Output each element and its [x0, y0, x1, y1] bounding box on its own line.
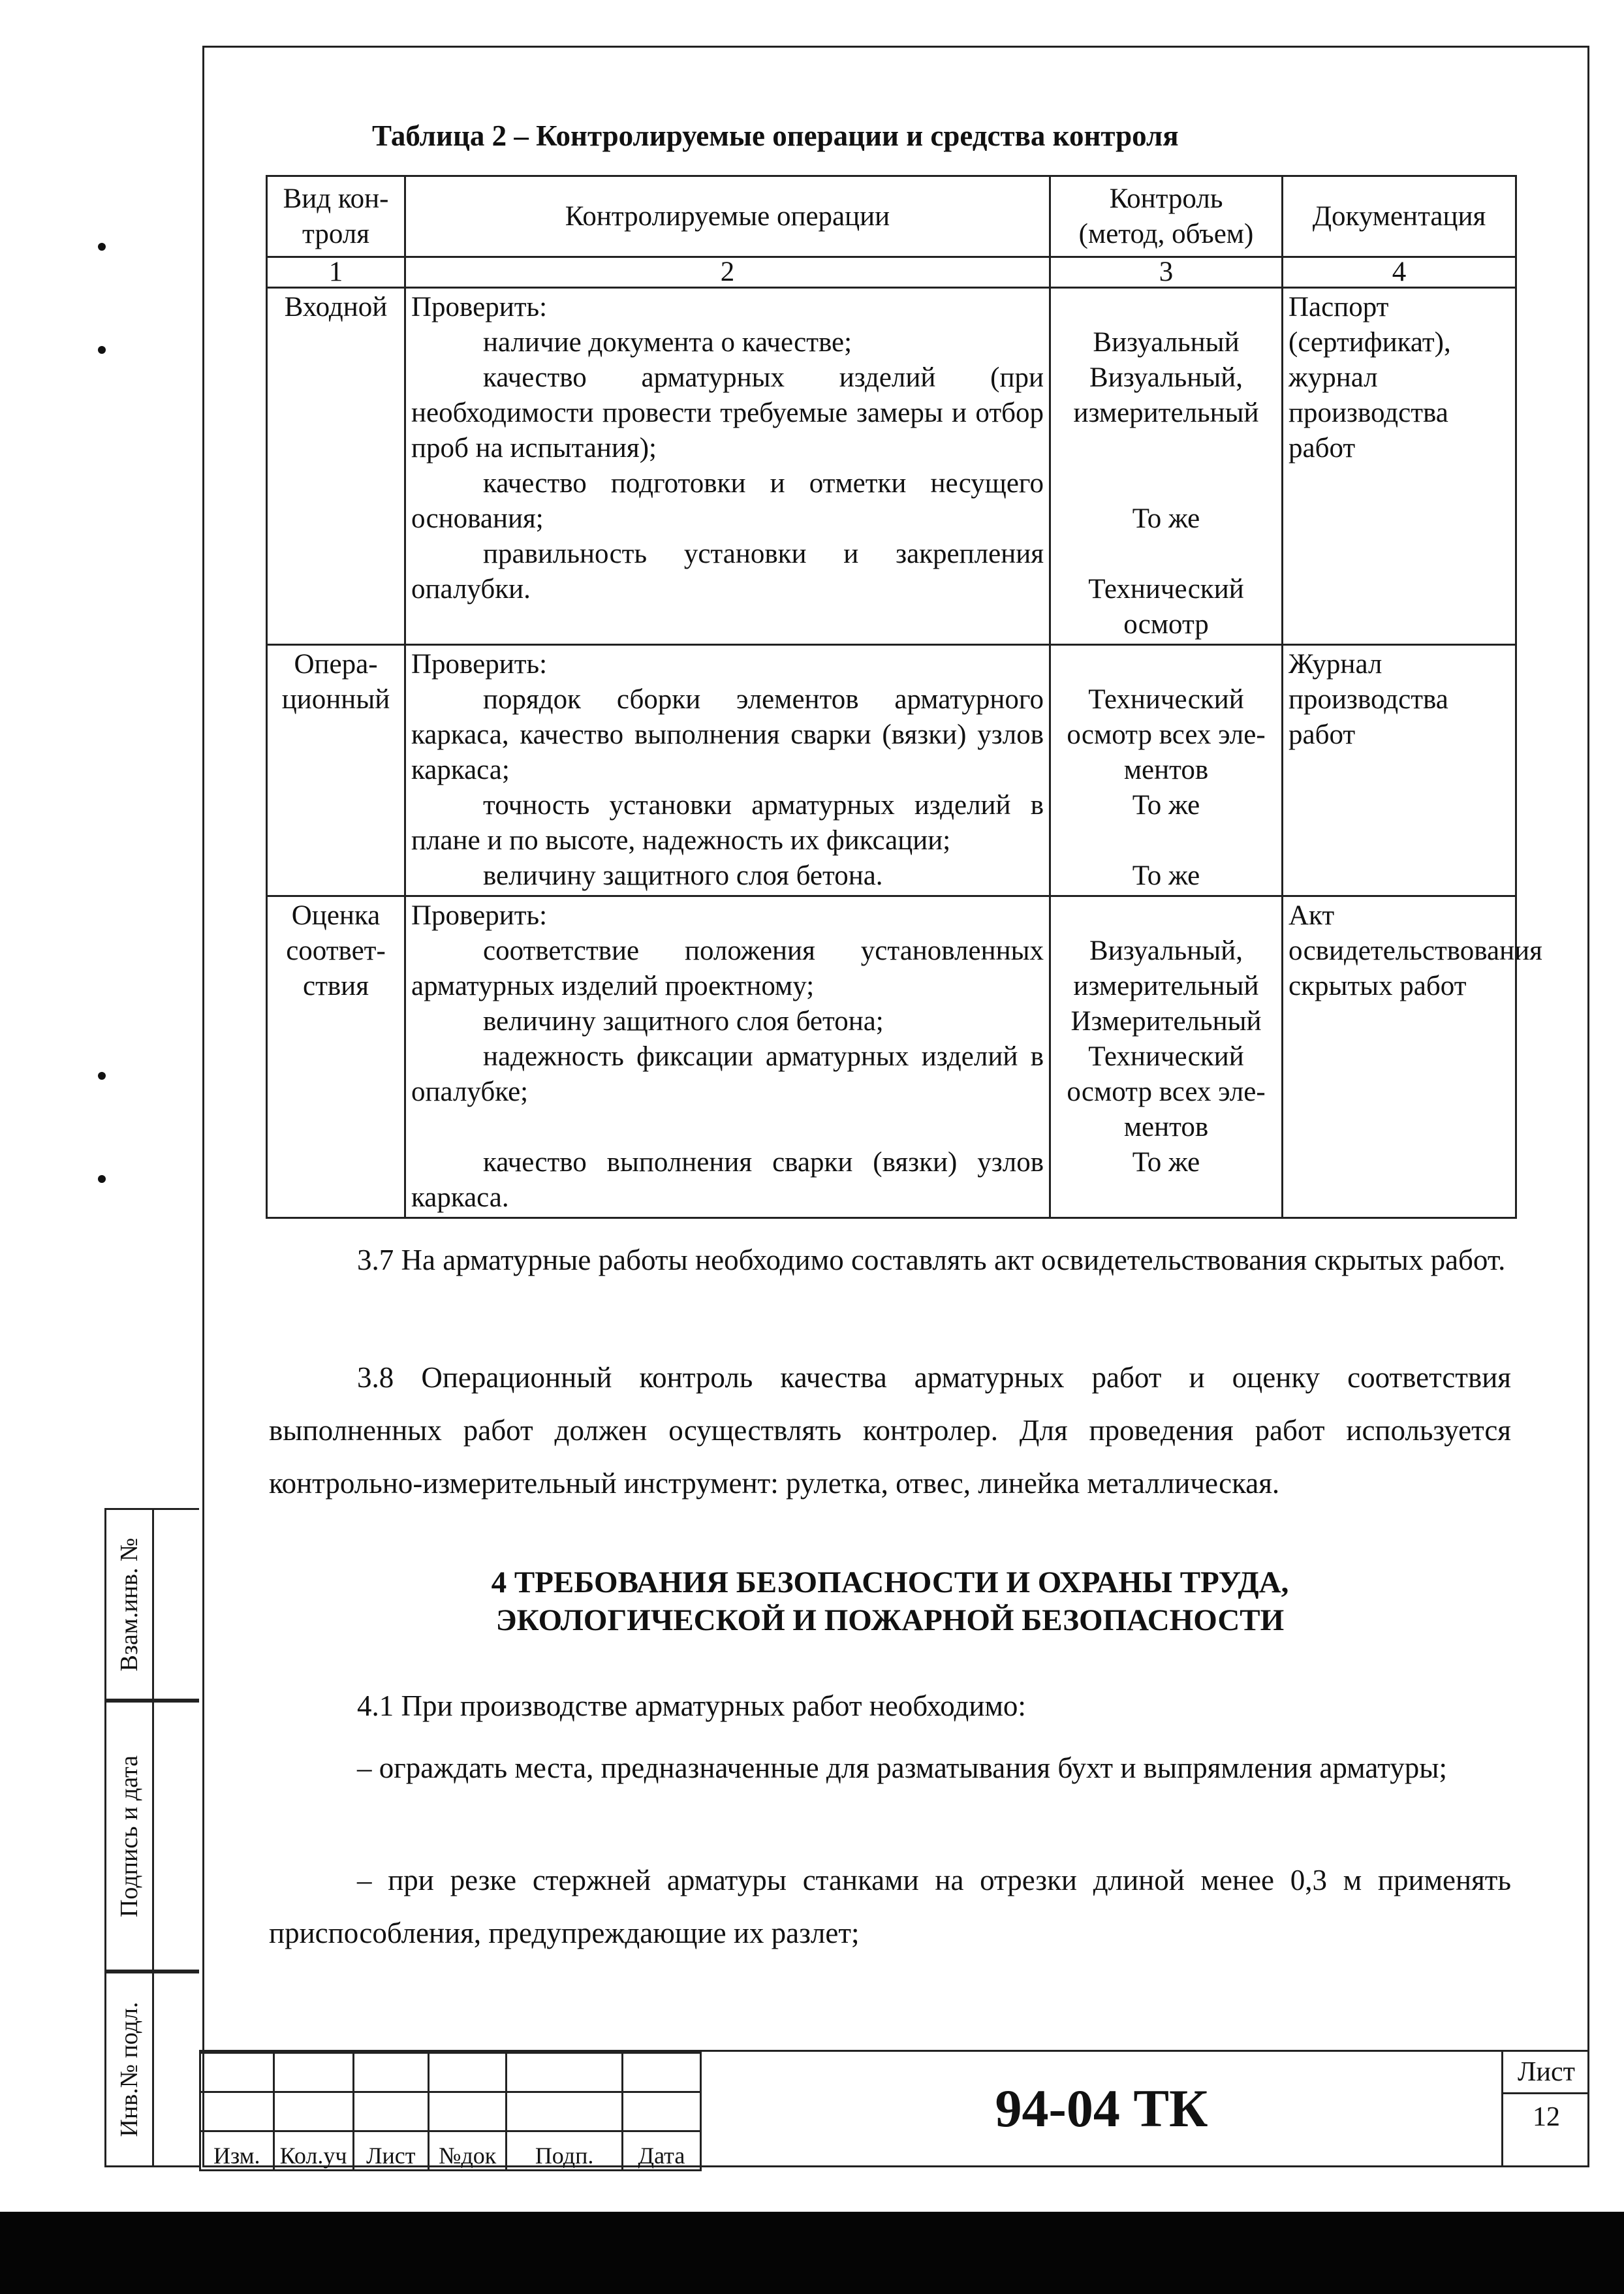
document-code: 94-04 ТК	[995, 2079, 1208, 2138]
table-caption: Таблица 2 – Контролируемые операции и средства контроля	[372, 119, 1179, 152]
operation-item: порядок сборки элементов арматурного каркаса, качество выполнения сварки (вязки) узлов каркаса;	[411, 684, 1044, 785]
list-item: – при резке стержней арматуры станками на отрезки длиной менее 0,3 м применять приспособления, предупреждающие их разлет;	[269, 1864, 1511, 1949]
method-cell: Визуальный Визуальный, измерительный То же Технический осмотр	[1050, 288, 1283, 645]
kind-cell: Оценка соответ- ствия	[267, 896, 405, 1218]
operations-cell: Проверить: порядок сборки элементов арматурного каркаса, качество выполнения сварки (вязки) узлов каркаса; точность установки арматурных изделий в плане и по высоте, надежность их фиксации; величину защитного слоя бетона.	[405, 645, 1050, 896]
side-field-inventory	[104, 1972, 199, 2167]
operation-item: соответствие положения установленных арматурных изделий проектному;	[411, 935, 1044, 1001]
table-row-incoming	[267, 288, 1516, 645]
scan-mark	[98, 243, 106, 251]
side-label-inventory: Инв.№ подл.	[116, 2002, 143, 2137]
sheet-box	[1501, 2052, 1589, 2167]
table-header-row	[267, 176, 1516, 257]
section-heading: 4 ТРЕБОВАНИЯ БЕЗОПАСНОСТИ И ОХРАНЫ ТРУДА, ЭКОЛОГИЧЕСКОЙ И ПОЖАРНОЙ БЕЗОПАСНОСТИ	[491, 1565, 1289, 1637]
documentation-cell: Акт освидетельствования скрытых работ	[1283, 896, 1516, 1218]
column-number: 3	[1050, 257, 1283, 288]
documentation-cell: Журнал производства работ	[1283, 645, 1516, 896]
kind-cell: Входной	[267, 288, 405, 645]
header-kind: Вид кон- троля	[267, 176, 405, 257]
operation-item: точность установки арматурных изделий в плане и по высоте, надежность их фиксации;	[411, 790, 1044, 856]
operation-item: величину защитного слоя бетона;	[483, 1006, 884, 1037]
stamp-column-label: Лист	[353, 2131, 429, 2171]
side-label-replacement: Взам.инв. №	[116, 1537, 143, 1671]
stamp-column-label: №док	[429, 2131, 507, 2171]
column-number: 2	[405, 257, 1050, 288]
column-number-row	[267, 257, 1516, 288]
method-cell: Визуальный, измерительный Измерительный Технический осмотр всех эле- ментов То же	[1050, 896, 1283, 1218]
table-row-conformity	[267, 896, 1516, 1218]
control-table	[266, 175, 1542, 1219]
kind-cell: Опера- ционный	[267, 645, 405, 896]
operations-cell: Проверить: соответствие положения установленных арматурных изделий проектному; величину защитного слоя бетона; надежность фиксации арматурных изделий в опалубке; качество выполнения сварки (вязки) узлов каркаса.	[405, 896, 1050, 1218]
column-number: 4	[1283, 257, 1516, 288]
stamp-column-label: Подп.	[507, 2131, 623, 2171]
operation-item: качество арматурных изделий (при необходимости провести требуемые замеры и отбор проб на испытания);	[411, 362, 1044, 464]
scan-mark	[98, 1072, 106, 1080]
documentation-cell: Паспорт (сертификат), журнал производства работ	[1283, 288, 1516, 645]
column-number: 1	[267, 257, 405, 288]
scan-border	[0, 2212, 1624, 2294]
operation-item: качество выполнения сварки (вязки) узлов каркаса.	[411, 1147, 1044, 1213]
operation-item: качество подготовки и отметки несущего основания;	[411, 468, 1044, 534]
title-block-revisions	[199, 2052, 702, 2171]
operation-item: величину защитного слоя бетона.	[483, 860, 883, 891]
scan-mark	[98, 346, 106, 354]
table-row-operational	[267, 645, 1516, 896]
header-method: Контроль (метод, объем)	[1050, 176, 1283, 257]
scan-mark	[98, 1175, 106, 1183]
sheet-label: Лист	[1503, 2052, 1589, 2094]
list-item: – ограждать места, предназначенные для разматывания бухт и выпрямления арматуры;	[357, 1752, 1448, 1784]
sheet-number: 12	[1533, 2102, 1560, 2132]
paragraph-4-1: 4.1 При производстве арматурных работ необходимо:	[357, 1689, 1026, 1722]
side-field-replacement	[104, 1508, 199, 1701]
operations-cell: Проверить: наличие документа о качестве; качество арматурных изделий (при необходимости провести требуемые замеры и отбор проб на испытания); качество подготовки и отметки несущего основания; правильность установки и закрепления опалубки.	[405, 288, 1050, 645]
paragraph-3-7: 3.7 На арматурные работы необходимо составлять акт освидетельствования скрытых работ.	[357, 1244, 1506, 1276]
operation-item: надежность фиксации арматурных изделий в опалубке;	[411, 1041, 1044, 1107]
stamp-column-label: Дата	[622, 2131, 700, 2171]
header-documentation: Документация	[1283, 176, 1516, 257]
operation-item: наличие документа о качестве;	[483, 327, 852, 358]
stamp-column-label: Изм.	[200, 2131, 274, 2171]
side-field-signature	[104, 1701, 199, 1972]
paragraph-3-8: 3.8 Операционный контроль качества арматурных работ и оценку соответствия выполненных работ должен осуществлять контролер. Для проведения работ используется контрольно-измерительный инструмент: рулетка, отвес, линейка металлическая.	[269, 1361, 1511, 1500]
operation-item: правильность установки и закрепления опалубки.	[411, 539, 1044, 605]
method-cell: Технический осмотр всех эле- ментов То же То же	[1050, 645, 1283, 896]
side-label-signature: Подпись и дата	[116, 1755, 143, 1917]
stamp-column-label: Кол.уч	[273, 2131, 353, 2171]
header-operations: Контролируемые операции	[405, 176, 1050, 257]
